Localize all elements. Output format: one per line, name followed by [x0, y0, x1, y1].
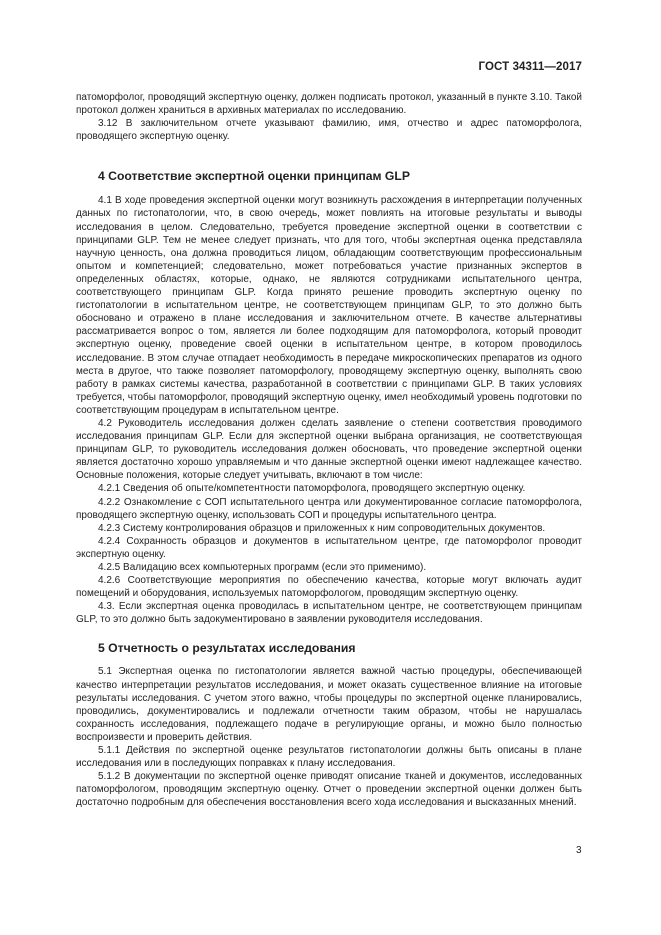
- document-header: ГОСТ 34311—2017: [478, 61, 582, 73]
- paragraph-4-2-3: 4.2.3 Систему контролирования образцов и приложенных к ним сопроводительных документов.: [98, 522, 546, 534]
- paragraph-4-1: 4.1 В ходе проведения экспертной оценки могут возникнуть расхождения в интерпретации полученных данных по гистопатологии, что, в свою очередь, может повлиять на итоговые результаты и выводы исследования в целом. Следовательно, требуется проведение экспертной оценки в соответствии с принципами GLP. Тем не менее следует признать, что для того, чтобы экспертная оценка представляла научную ценность, она должна проводиться лицом, обладающим соответствующим профессиональным опытом и компетенцией; следовательно, может потребоваться участие признанных экспертов в определенных областях, которые, однако, не являются сотрудниками испытательного центра, соответствующего принципам GLP. Когда принято решение проводить экспертную оценку по гистопатологии в испытательном центре, не соответствующем принципам GLP, то это должно быть обосновано и отражено в плане исследования и заключительном отчете. В качестве альтернативы рассматривается вопрос о том, является ли более подходящим для патоморфолога, который проводит экспертную оценку, проведение своей оценки в испытательном центре, в котором проводилось исследование. В этом случае отпадает необходимость в передаче микроскопических препаратов из одного места в другое, что также позволяет патоморфологу, проводящему экспертную оценку, выполнять свою работу в рамках системы качества, разработанной в соответствии с принципами GLP. В таких условиях требуется, чтобы патоморфолог, проводящий экспертную оценку, имел необходимый уровень подготовки по соответствующим процедурам в испытательном центре.: [76, 195, 582, 416]
- paragraph-3-12: 3.12 В заключительном отчете указывают фамилию, имя, отчество и адрес патоморфолога, проводящего экспертную оценку.: [76, 118, 582, 143]
- paragraph-4-2-4: 4.2.4 Сохранность образцов и документов в испытательном центре, где патоморфолог проводит экспертную оценку.: [76, 535, 582, 560]
- paragraph-4-3: 4.3. Если экспертная оценка проводилась в испытательном центре, не соответствующем принципам GLP, то это должно быть задокументировано в заявлении руководителя исследования.: [76, 601, 582, 626]
- paragraph-3-11-continuation: патоморфолог, проводящий экспертную оценку, должен подписать протокол, указанный в пункте 3.10. Такой протокол должен храниться в архивных материалах по исследованию.: [76, 92, 582, 117]
- paragraph-4-2: 4.2 Руководитель исследования должен сделать заявление о степени соответствия проводимого исследования принципам GLP. Если для экспертной оценки выбрана организация, не соответствующая принципам GLP, то руководитель исследования должен обосновать, что проведение экспертной оценки является достаточно хорошо управляемым и что данные экспертной оценки имеют надлежащее качество. Основные положения, которые следует учитывать, включают в том числе:: [76, 417, 582, 482]
- paragraph-4-2-2: 4.2.2 Ознакомление с СОП испытательного центра или документированное согласие патоморфолога, проводящего экспертную оценку, использовать СОП и процедуры испытательного центра.: [76, 496, 582, 521]
- paragraph-5-1-1: 5.1.1 Действия по экспертной оценке результатов гистопатологии должны быть описаны в плане исследования или в последующих поправках к плану исследования.: [76, 745, 582, 770]
- section-5-heading: 5 Отчетность о результатах исследования: [98, 641, 356, 656]
- paragraph-4-2-1: 4.2.1 Сведения об опыте/компетентности патоморфолога, проводящего экспертную оценку.: [98, 483, 526, 495]
- document-body: [76, 91, 582, 810]
- paragraph-4-2-5: 4.2.5 Валидацию всех компьютерных программ (если это применимо).: [98, 562, 427, 573]
- page-number: 3: [576, 845, 582, 856]
- section-4-heading: 4 Соответствие экспертной оценки принципам GLP: [98, 169, 410, 184]
- paragraph-5-1-2: 5.1.2 В документации по экспертной оценке приводят описание тканей и документов, исследованных патоморфологом, проводящим экспертную оценку. Отчет о проведении экспертной оценки должен быть достаточно подробным для обеспечения восстановления всего хода исследования и высказанных мнений.: [76, 771, 582, 809]
- paragraph-4-2-6: 4.2.6 Соответствующие мероприятия по обеспечению качества, которые могут включать аудит помещений и оборудования, используемых патоморфологом, проводящим экспертную оценку.: [76, 575, 582, 600]
- paragraph-5-1: 5.1 Экспертная оценка по гистопатологии является важной частью процедуры, обеспечивающей качество интерпретации результатов исследования, и может оказать существенное влияние на итоговые результаты исследования. С учетом этого важно, чтобы процедуры по экспертной оценке планировались, проводились, документировались и подлежали отчетности таким образом, чтобы не нарушалась сохранность исследования, подлежащего подаче в регулирующие органы, и можно было полностью воспроизвести и проверить действия.: [76, 666, 582, 743]
